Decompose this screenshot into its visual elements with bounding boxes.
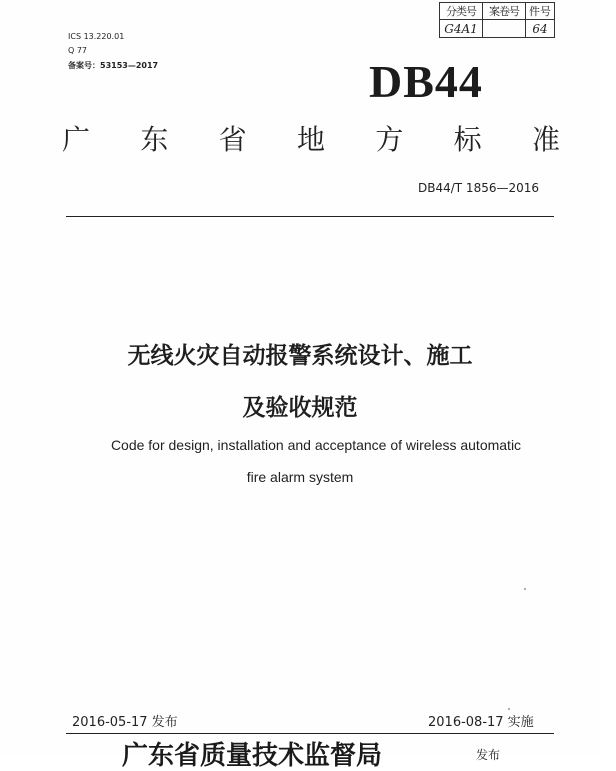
implement-date: 2016-08-17 实施 bbox=[428, 715, 534, 730]
publish-date: 2016-05-17 发布 bbox=[72, 715, 178, 730]
standard-name-char: 东 bbox=[140, 123, 169, 156]
stamp-value-item-no: 64 bbox=[526, 20, 555, 38]
archive-stamp-table bbox=[439, 2, 555, 38]
top-divider bbox=[66, 216, 554, 217]
title-en-line-1: Code for design, installation and acceptance of wireless automatic bbox=[110, 437, 522, 453]
standard-name-char: 广 bbox=[62, 123, 91, 156]
record-number: 备案号：53153—2017 bbox=[68, 61, 159, 70]
title-cn-line-2: 及验收规范 bbox=[242, 395, 358, 421]
standard-name-char: 地 bbox=[296, 123, 325, 156]
stamp-header-item-no: 件号 bbox=[526, 3, 555, 20]
scan-speck bbox=[524, 588, 526, 590]
title-cn-line-1: 无线火灾自动报警系统设计、施工 bbox=[127, 343, 473, 369]
stamp-header-category: 分类号 bbox=[440, 3, 483, 20]
standard-name-char: 方 bbox=[375, 123, 404, 156]
issuer-name: 广东省质量技术监督局 bbox=[122, 741, 383, 771]
ics-code: ICS 13.220.01 bbox=[68, 32, 125, 41]
standard-name-char: 省 bbox=[218, 123, 247, 156]
scan-speck bbox=[508, 708, 510, 710]
title-en-line-2: fire alarm system bbox=[246, 469, 354, 485]
standard-name-char: 标 bbox=[453, 123, 482, 156]
issuer-suffix: 发布 bbox=[476, 748, 501, 762]
stamp-header-file-no: 案卷号 bbox=[483, 3, 526, 20]
stamp-value-file-no bbox=[483, 20, 526, 38]
bottom-divider bbox=[66, 733, 554, 734]
ccs-code: Q 77 bbox=[68, 46, 88, 55]
standard-number: DB44/T 1856—2016 bbox=[418, 181, 540, 195]
stamp-value-category: G4A1 bbox=[440, 20, 483, 38]
db44-logo: DB44 bbox=[369, 56, 483, 107]
standard-name-char: 准 bbox=[531, 123, 560, 156]
standard-name bbox=[62, 122, 560, 158]
